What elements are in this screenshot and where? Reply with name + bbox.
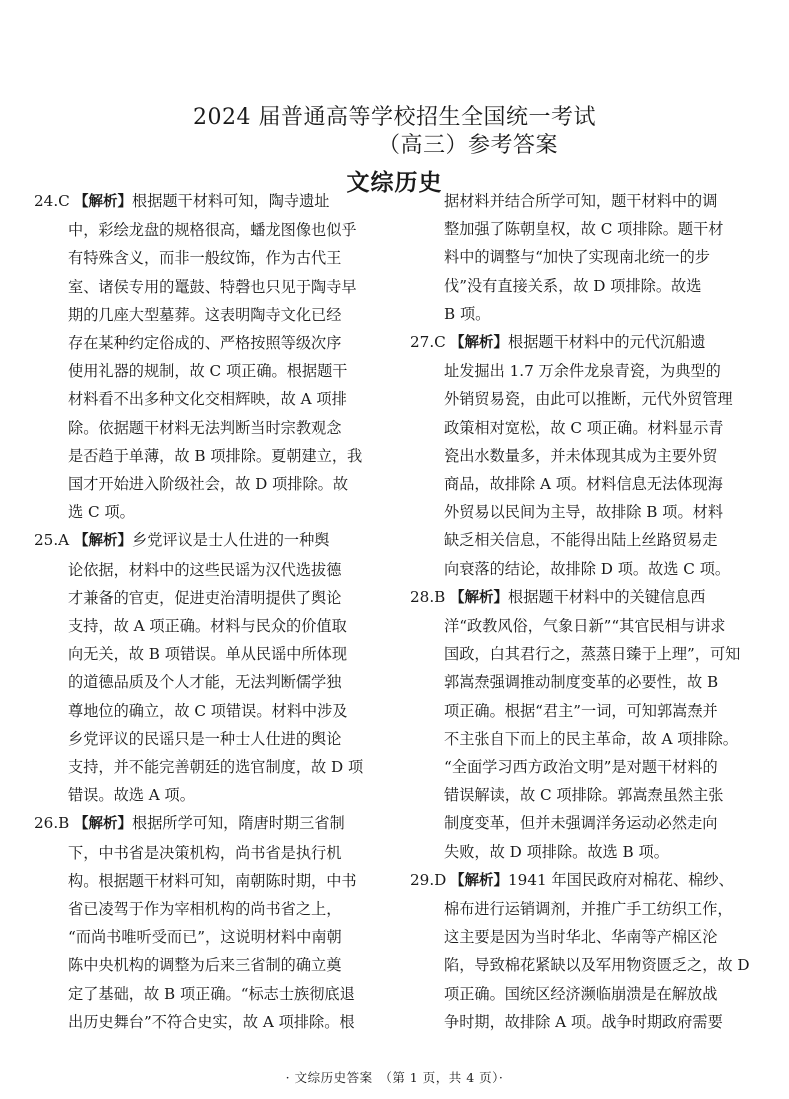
answer-text: 材料看不出多种文化交相辉映，故 A 项排 — [68, 390, 347, 409]
answer-text: 向无关，故 B 项错误。单从民谣中所体现 — [68, 645, 348, 664]
question-number: 26.B — [34, 814, 70, 833]
answer-text: 错误。故选 A 项。 — [68, 786, 195, 805]
answer-line — [410, 414, 760, 442]
answer-text: 伐”没有直接关系，故 D 项排除。故选 — [444, 276, 702, 295]
answer-line-start — [34, 187, 384, 216]
answer-text: 期的几座大型墓葬。这表明陶寺文化已经 — [68, 305, 342, 324]
answer-line — [34, 1008, 384, 1036]
answer-line — [410, 809, 760, 837]
answer-line — [410, 895, 760, 923]
answer-text: “而尚书唯听受而已”，这说明材料中南朝 — [68, 928, 342, 947]
answer-line-start — [410, 866, 760, 895]
answer-line — [34, 895, 384, 923]
answer-text: 室、诸侯专用的鼍鼓、特磬也只见于陶寺早 — [68, 277, 357, 296]
answer-text: 政策相对宽松，故 C 项正确。材料显示青 — [444, 418, 724, 437]
answer-line — [34, 301, 384, 329]
answer-line — [34, 980, 384, 1008]
answer-text: 乡党评议的民谣只是一种士人仕进的舆论 — [68, 729, 342, 748]
answer-text: 项正确。根据“君主”一词，可知郭嵩焘并 — [444, 701, 718, 720]
answer-text: 制度变革，但并未强调洋务运动必然走向 — [444, 814, 718, 833]
answer-line — [34, 923, 384, 951]
answer-text: 洋“政教风俗，气象日新”“其官民相与讲求 — [444, 617, 726, 636]
analysis-tag: 【解析】 — [74, 194, 132, 210]
answer-line — [410, 668, 760, 696]
answer-line-start — [34, 809, 384, 838]
answer-text: 陷，导致棉花紧缺以及军用物资匮乏之，故 D — [444, 956, 750, 975]
answer-line — [34, 584, 384, 612]
answer-line — [410, 923, 760, 951]
answer-line — [34, 753, 384, 781]
answer-line — [34, 867, 384, 895]
answer-text: 不主张自下而上的民主革命，故 A 项排除。 — [444, 729, 738, 748]
answer-line — [410, 980, 760, 1008]
answer-line — [410, 951, 760, 979]
answer-line — [34, 498, 384, 526]
answer-text: 错误解读，故 C 项排除。郭嵩焘虽然主张 — [444, 786, 724, 805]
answer-text: 这主要是因为当时华北、华南等产棉区沦 — [444, 928, 718, 947]
answer-text: 论依据，材料中的这些民谣为汉代选拔德 — [68, 560, 342, 579]
answer-line — [34, 273, 384, 301]
analysis-tag: 【解析】 — [74, 816, 132, 833]
answer-line — [410, 215, 760, 243]
answer-line — [34, 839, 384, 867]
answer-line — [34, 442, 384, 470]
answer-text: 支持，并不能完善朝廷的选官制度，故 D 项 — [68, 758, 364, 777]
answer-text: 棉布进行运销调剂，并推广手工纺织工作， — [444, 900, 733, 919]
answer-line — [34, 329, 384, 357]
answer-text: 存在某种约定俗成的、严格按照等级次序 — [68, 334, 342, 353]
analysis-tag: 【解析】 — [74, 533, 132, 550]
analysis-tag: 【解析】 — [450, 872, 508, 889]
answer-line — [34, 216, 384, 244]
answer-line — [410, 1008, 760, 1036]
answer-text: 料中的调整与“加快了实现南北统一的步 — [444, 248, 710, 267]
answer-text: 向衰落的结论，故排除 D 项。故选 C 项。 — [444, 559, 731, 578]
answer-line — [34, 244, 384, 272]
answer-line — [410, 385, 760, 413]
answer-text: 外销贸易瓷，由此可以推断，元代外贸管理 — [444, 390, 733, 409]
answer-text: 省已凌驾于作为宰相机构的尚书省之上， — [68, 900, 342, 919]
answer-text: 根据题干材料可知，陶寺遗址 — [132, 192, 330, 210]
answer-text: 才兼备的官吏，促进吏治清明提供了舆论 — [68, 588, 342, 607]
answer-text: 是否趋于单薄，故 B 项排除。夏朝建立，我 — [68, 446, 363, 465]
answer-line — [410, 612, 760, 640]
right-column — [410, 187, 760, 1036]
answer-line — [410, 272, 760, 300]
answer-line — [34, 640, 384, 668]
question-number: 25.A — [34, 531, 70, 550]
answer-text: 陈中央机构的调整为后来三省制的确立奠 — [68, 956, 342, 975]
answer-text: 选 C 项。 — [68, 503, 135, 522]
answer-line — [410, 697, 760, 725]
answer-text: 有特殊含义，而非一般纹饰，作为古代王 — [68, 249, 342, 268]
answer-line — [34, 612, 384, 640]
question-number: 29.D — [410, 870, 447, 889]
answer-line — [410, 357, 760, 385]
answer-line — [34, 556, 384, 584]
answer-line — [410, 442, 760, 470]
answer-line-start — [34, 526, 384, 555]
answer-text: 项正确。国统区经济濒临崩溃是在解放战 — [444, 984, 718, 1003]
answer-line — [34, 725, 384, 753]
answer-text: 瓷出水数量多，并未体现其成为主要外贸 — [444, 446, 718, 465]
answer-text: 定了基础，故 B 项正确。“标志士族彻底退 — [68, 984, 355, 1003]
answer-text: 支持，故 A 项正确。材料与民众的价值取 — [68, 617, 347, 636]
analysis-tag: 【解析】 — [450, 335, 508, 352]
left-column — [34, 187, 384, 1036]
answer-text: “全面学习西方政治文明”是对题干材料的 — [444, 758, 718, 777]
answer-text: 的道德品质及个人才能，无法判断儒学独 — [68, 673, 342, 692]
answer-text: 根据所学可知，隋唐时期三省制 — [132, 814, 345, 833]
answer-text: 除。依据题干材料无法判断当时宗教观念 — [68, 418, 342, 437]
answer-text: 出历史舞台”不符合史实，故 A 项排除。根 — [68, 1012, 355, 1031]
answer-line-start — [410, 328, 760, 357]
answer-text: 外贸易以民间为主导，故排除 B 项。材料 — [444, 503, 724, 522]
answer-line — [410, 781, 760, 809]
answer-line — [34, 385, 384, 413]
answer-line — [410, 470, 760, 498]
answer-line — [34, 951, 384, 979]
answer-text: 国政，白其君行之，蒸蒸日臻于上理”，可知 — [444, 645, 741, 664]
answer-text: 根据题干材料中的关键信息西 — [508, 587, 706, 606]
answer-line — [410, 838, 760, 866]
answer-text: 使用礼器的规制，故 C 项正确。根据题干 — [68, 362, 348, 381]
question-number: 24.C — [34, 192, 70, 210]
answer-text: 郭嵩焘强调推动制度变革的必要性，故 B — [444, 673, 719, 692]
answer-line — [34, 357, 384, 385]
answer-text: 1941 年国民政府对棉花、棉纱、 — [508, 870, 734, 889]
answer-text: 构。根据题干材料可知，南朝陈时期，中书 — [68, 871, 357, 890]
answer-text: 缺乏相关信息，不能得出陆上丝路贸易走 — [444, 531, 718, 550]
answer-text: 争时期，故排除 A 项。战争时期政府需要 — [444, 1012, 723, 1031]
answer-text: 整加强了陈朝皇权，故 C 项排除。题干材 — [444, 220, 724, 239]
answer-line — [410, 725, 760, 753]
answer-text: 商品，故排除 A 项。材料信息无法体现海 — [444, 475, 723, 494]
answer-text: 据材料并结合所学可知，题干材料中的调 — [444, 192, 718, 210]
answer-line — [34, 668, 384, 696]
answer-text: 根据题干材料中的元代沉船遗 — [508, 333, 706, 352]
answer-line — [410, 555, 760, 583]
answer-line — [410, 300, 760, 328]
answer-line — [410, 243, 760, 271]
answer-line — [34, 414, 384, 442]
exam-subtitle: （高三）参考答案 — [378, 133, 559, 158]
subject-title: 文综历史 — [346, 170, 443, 196]
answer-text: 尊地位的确立，故 C 项错误。材料中涉及 — [68, 701, 348, 720]
exam-title: 2024 届普通高等学校招生全国统一考试 — [193, 105, 596, 130]
question-number: 28.B — [410, 587, 446, 606]
answer-text: 国才开始进入阶级社会，故 D 项排除。故 — [68, 475, 349, 494]
answer-line — [34, 781, 384, 809]
page-footer: · 文综历史答案 （第 1 页，共 4 页）· — [285, 1070, 504, 1085]
answer-line — [410, 640, 760, 668]
answer-text: B 项。 — [444, 304, 491, 323]
answer-line-start — [410, 583, 760, 612]
answer-text: 址发掘出 1.7 万余件龙泉青瓷，为典型的 — [444, 362, 721, 381]
answer-text: 失败，故 D 项排除。故选 B 项。 — [444, 842, 669, 861]
answer-line — [34, 697, 384, 725]
answer-line — [34, 470, 384, 498]
answer-line — [410, 498, 760, 526]
answer-text: 下，中书省是决策机构，尚书省是执行机 — [68, 843, 342, 862]
answer-line — [410, 187, 760, 215]
answer-line — [410, 526, 760, 554]
answer-line — [410, 753, 760, 781]
analysis-tag: 【解析】 — [450, 589, 508, 606]
answer-text: 中，彩绘龙盘的规格很高，蟠龙图像也似乎 — [68, 221, 357, 240]
answer-text: 乡党评议是士人仕进的一种舆 — [132, 531, 330, 550]
question-number: 27.C — [410, 333, 446, 352]
